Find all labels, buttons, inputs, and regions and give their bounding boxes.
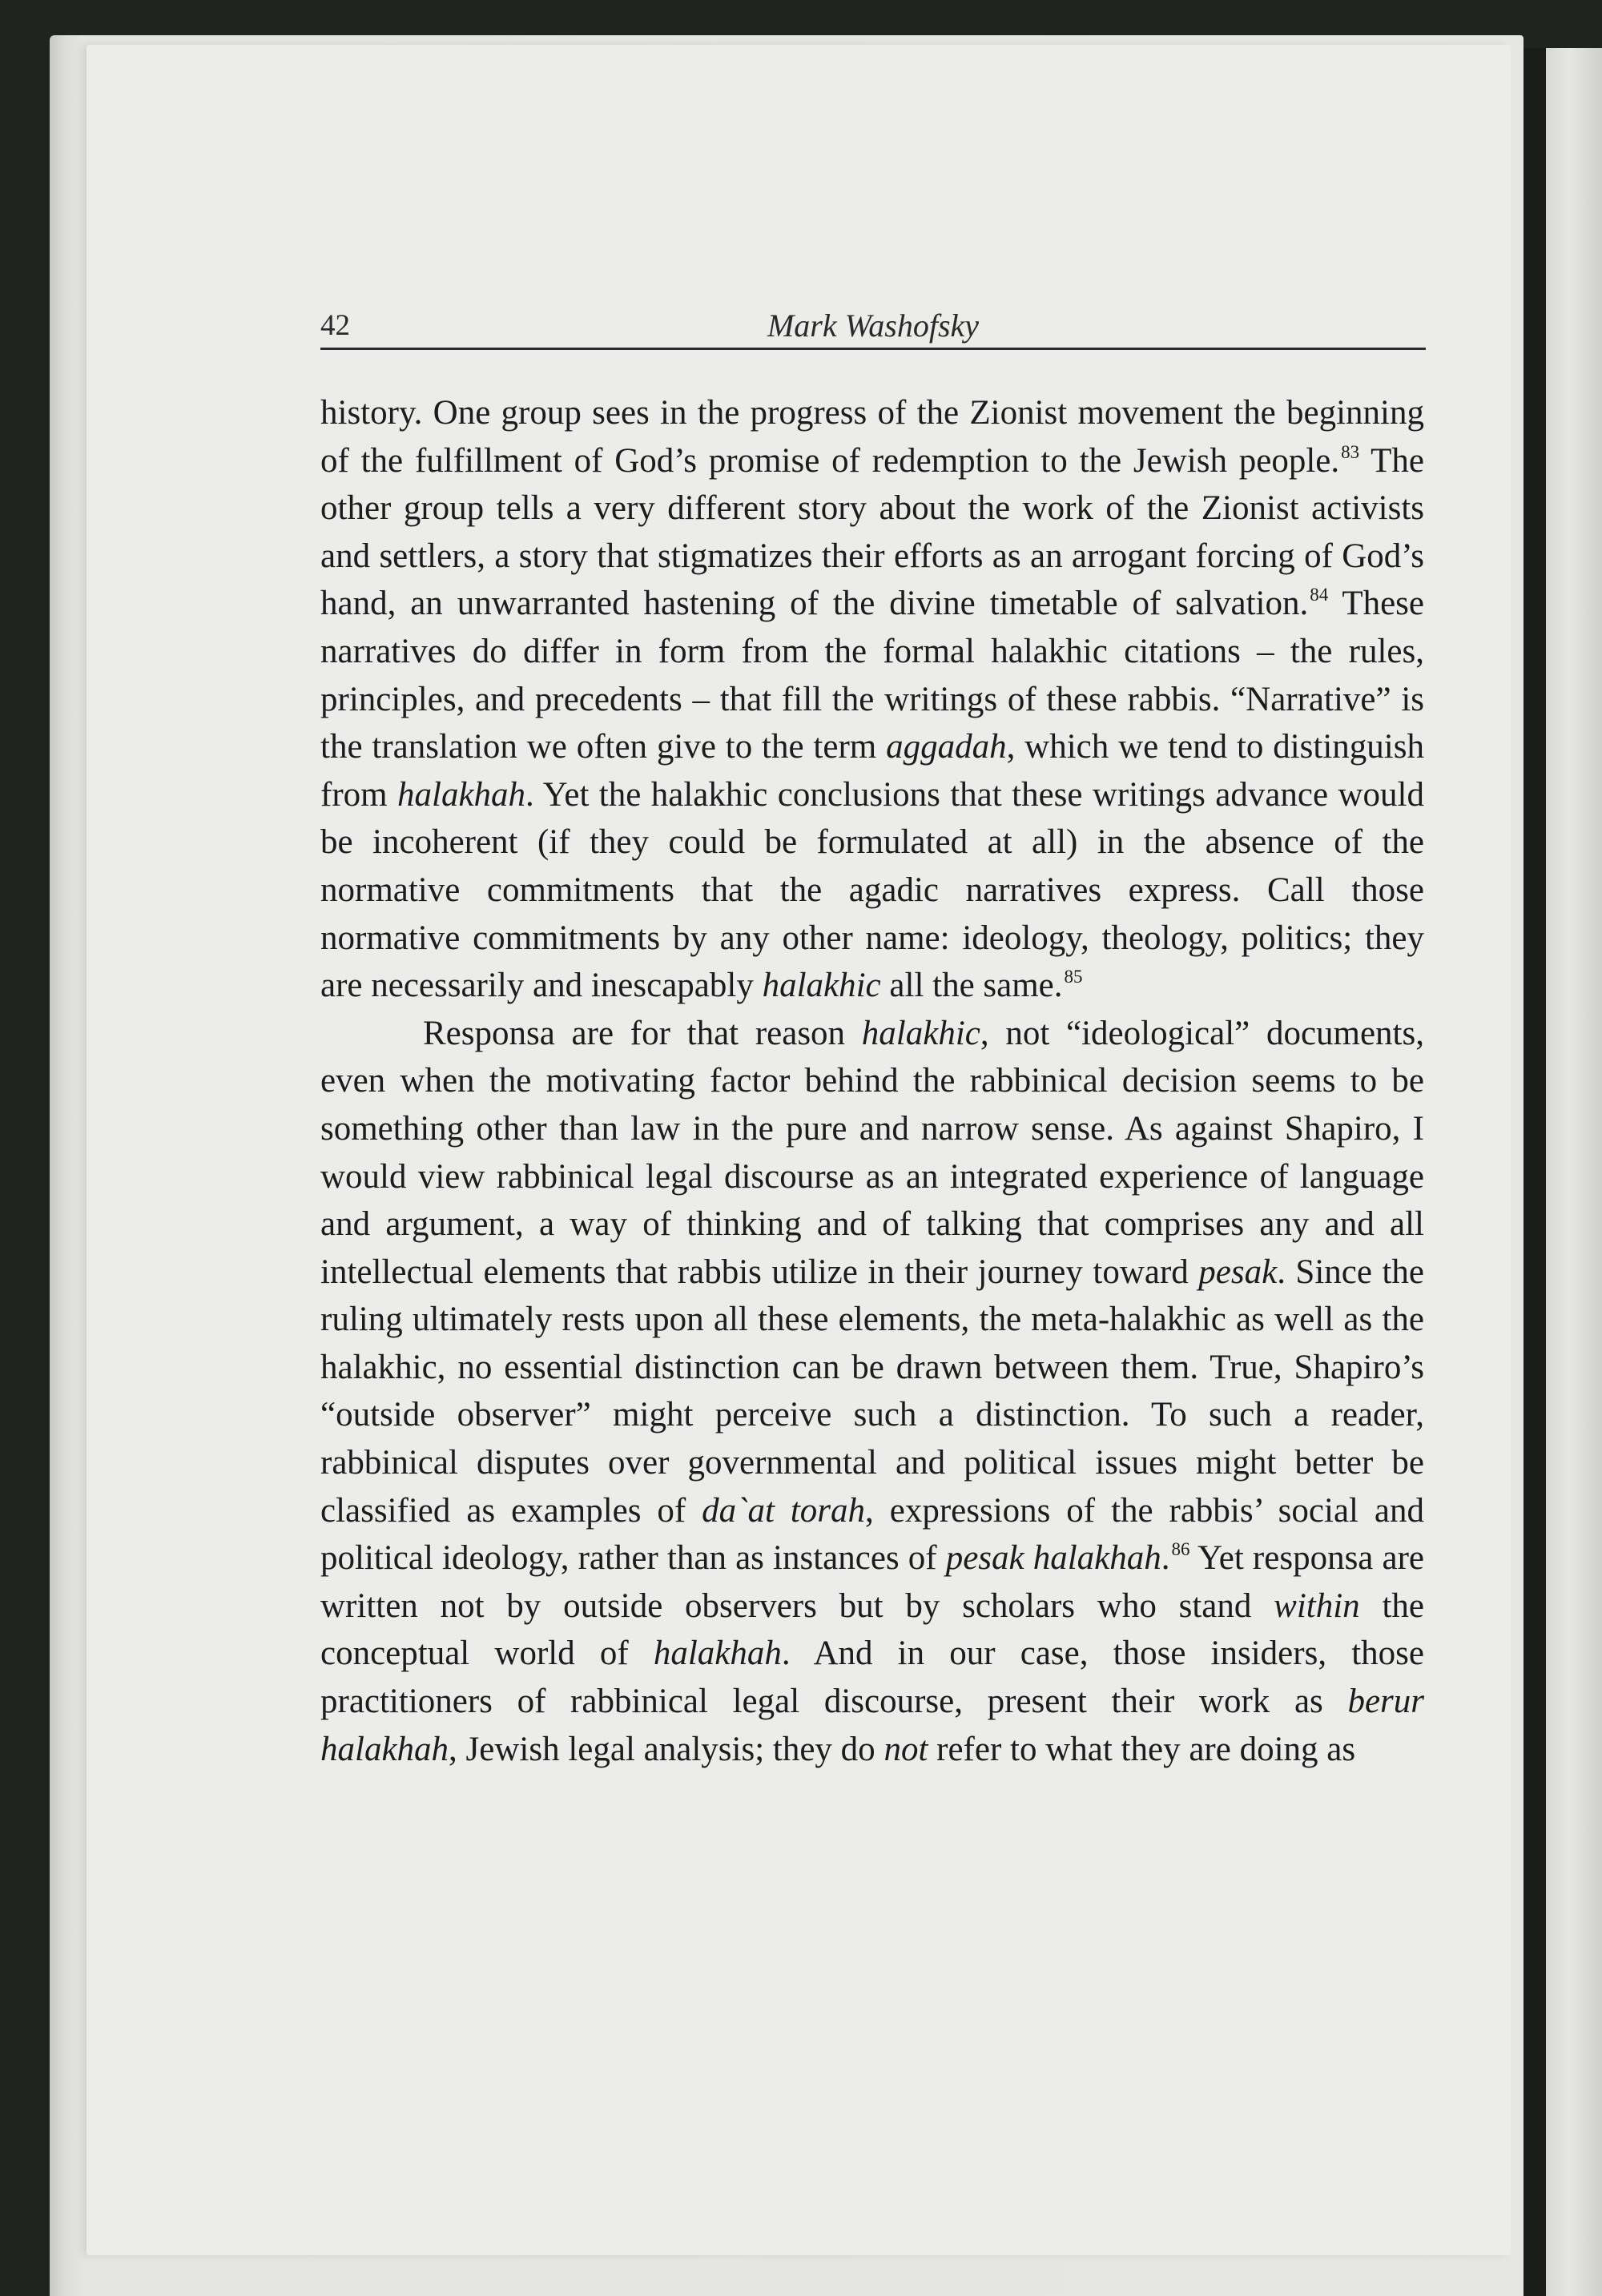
facing-page-edge <box>1546 48 1602 2296</box>
footnote-ref-84[interactable]: 84 <box>1310 585 1329 605</box>
text-run: , not “ideological” documents, even when the motivating factor behind the rabbinical decision seems to be something other than law in the pure and narrow sense. As against Shapiro, I would view rabbinical legal discourse as an integrated experience of language and argument, a way of thinking and of talking that comprises any and all intellectual elements that rabbis utilize in their journey toward <box>320 1014 1424 1291</box>
page-header <box>320 300 1426 350</box>
italic-term: halakhah <box>653 1635 782 1673</box>
italic-term: aggadah <box>886 728 1007 766</box>
italic-term: pesak <box>1198 1253 1278 1291</box>
text-run: refer to what they are doing as <box>928 1730 1356 1768</box>
italic-term: da`at torah <box>702 1491 866 1530</box>
text-run: history. One group sees in the progress of the Zionist movement the beginning of the fulfillment of God’s promise of redemption to the Jewish people. <box>320 394 1424 480</box>
page-number: 42 <box>320 309 350 342</box>
text-run: . Yet the halakhic conclusions that these writings advance would be incoherent (if they could be formulated at all) in the absence of the normative commitments that the agadic narratives express. Call those normative commitments by any other name: ideology, theology, politics; they are necessarily and inescapably <box>320 775 1424 1005</box>
text-run: These narratives do differ in form from the formal halakhic citations – the rules, principles, and precedents – that fill the writings of these rabbis. “Narrative” is the translation we often give to the term <box>320 585 1424 766</box>
footnote-ref-86[interactable]: 86 <box>1171 1539 1190 1560</box>
text-run: all the same. <box>880 967 1063 1005</box>
text-run: The other group tells a very different story about the work of the Zionist activists and settlers, a story that stigmatizes their efforts as an arrogant forcing of God’s hand, an unwarranted hastening of the divine timetable of salvation. <box>320 441 1424 623</box>
text-run: , which we tend to distinguish from <box>320 728 1424 814</box>
text-run: , expressions of the rabbis’ social and political ideology, rather than as instances of <box>320 1491 1425 1578</box>
text-run: . And in our case, those insiders, those practitioners of rabbinical legal discourse, present their work as <box>320 1635 1424 1721</box>
italic-term: within <box>1274 1586 1360 1625</box>
text-run: . Since the ruling ultimately rests upon all these elements, the meta-halakhic as well as the halakhic, no essential distinction can be drawn between them. True, Shapiro’s “outside observer” might perceive such a distinction. To such a reader, rabbinical disputes over governmental and political issues might better be classified as examples of <box>320 1253 1424 1530</box>
running-head: Mark Washofsky <box>767 308 980 344</box>
paragraph-2 <box>320 1010 1424 1774</box>
text-run: Yet responsa are written not by outside observers but by scholars who stand <box>320 1539 1424 1625</box>
italic-term: halakhic <box>762 967 881 1005</box>
text-run: Responsa are for that reason <box>423 1014 862 1052</box>
italic-term: pesak halakhah <box>945 1539 1161 1578</box>
italic-term: halakhic <box>861 1014 980 1052</box>
text-run: the conceptual world of <box>320 1586 1424 1673</box>
text-run: . <box>1161 1539 1170 1578</box>
italic-term: halakhah <box>397 775 526 814</box>
italic-term: berur halakhah <box>320 1683 1424 1768</box>
footnote-ref-83[interactable]: 83 <box>1341 441 1360 462</box>
italic-term: not <box>884 1730 928 1768</box>
footnote-ref-85[interactable]: 85 <box>1064 967 1083 987</box>
paragraph-1 <box>320 389 1424 1010</box>
text-run: , Jewish legal analysis; they do <box>449 1730 884 1768</box>
body-text <box>320 389 1424 1773</box>
